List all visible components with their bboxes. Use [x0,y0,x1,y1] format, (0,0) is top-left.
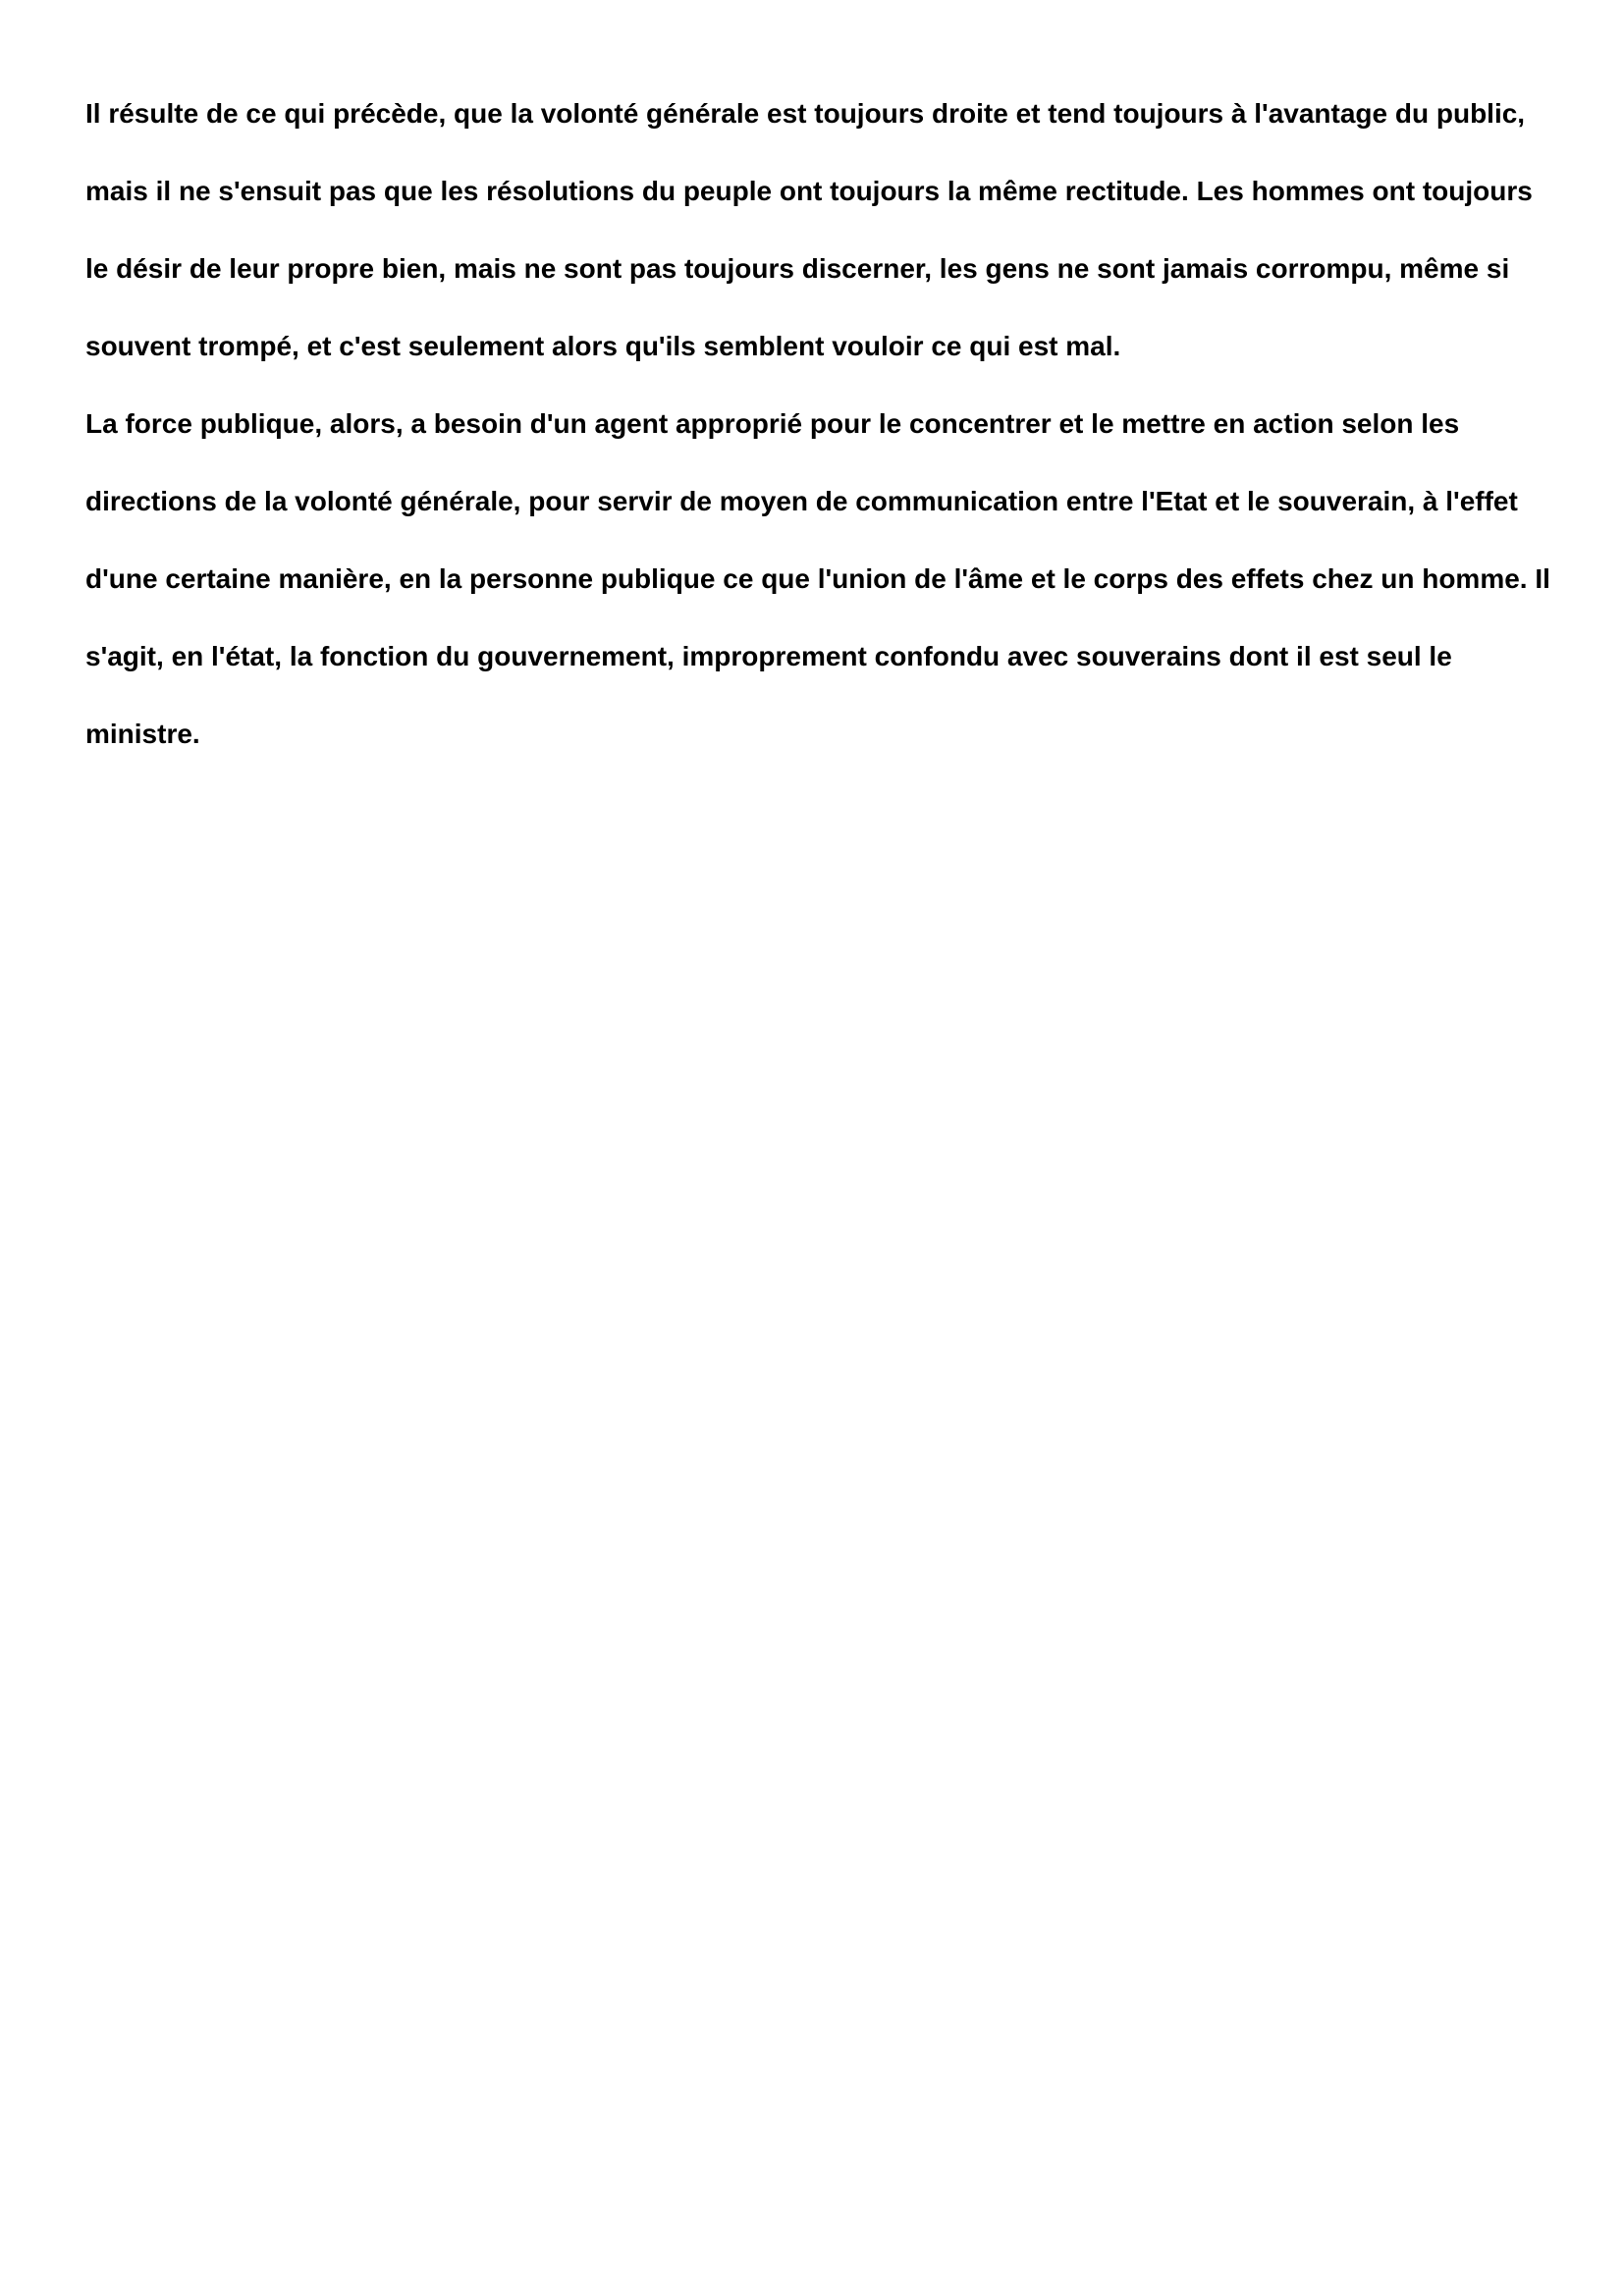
text-line: Il résulte de ce qui précède, que la volonté générale est toujours droite et tend toujours à l'avantage du public, [85,98,1526,129]
text-line: le désir de leur propre bien, mais ne sont pas toujours discerner, les gens ne sont jamais corrompu, même si [85,253,1510,284]
text-line: s'agit, en l'état, la fonction du gouvernement, improprement confondu avec souverains dont il est seul le [85,641,1452,671]
document-body [85,94,1558,792]
text-line: ministre. [85,719,200,749]
text-line: d'une certaine manière, en la personne publique ce que l'union de l'âme et le corps des effets chez un homme. Il [85,563,1550,594]
text-line: La force publique, alors, a besoin d'un agent approprié pour le concentrer et le mettre en action selon les [85,408,1460,439]
text-line: souvent trompé, et c'est seulement alors qu'ils semblent vouloir ce qui est mal. [85,331,1121,361]
text-line: directions de la volonté générale, pour servir de moyen de communication entre l'Etat et le souverain, à l'effet [85,486,1518,516]
text-line: mais il ne s'ensuit pas que les résolutions du peuple ont toujours la même rectitude. Les hommes ont toujours [85,176,1533,206]
